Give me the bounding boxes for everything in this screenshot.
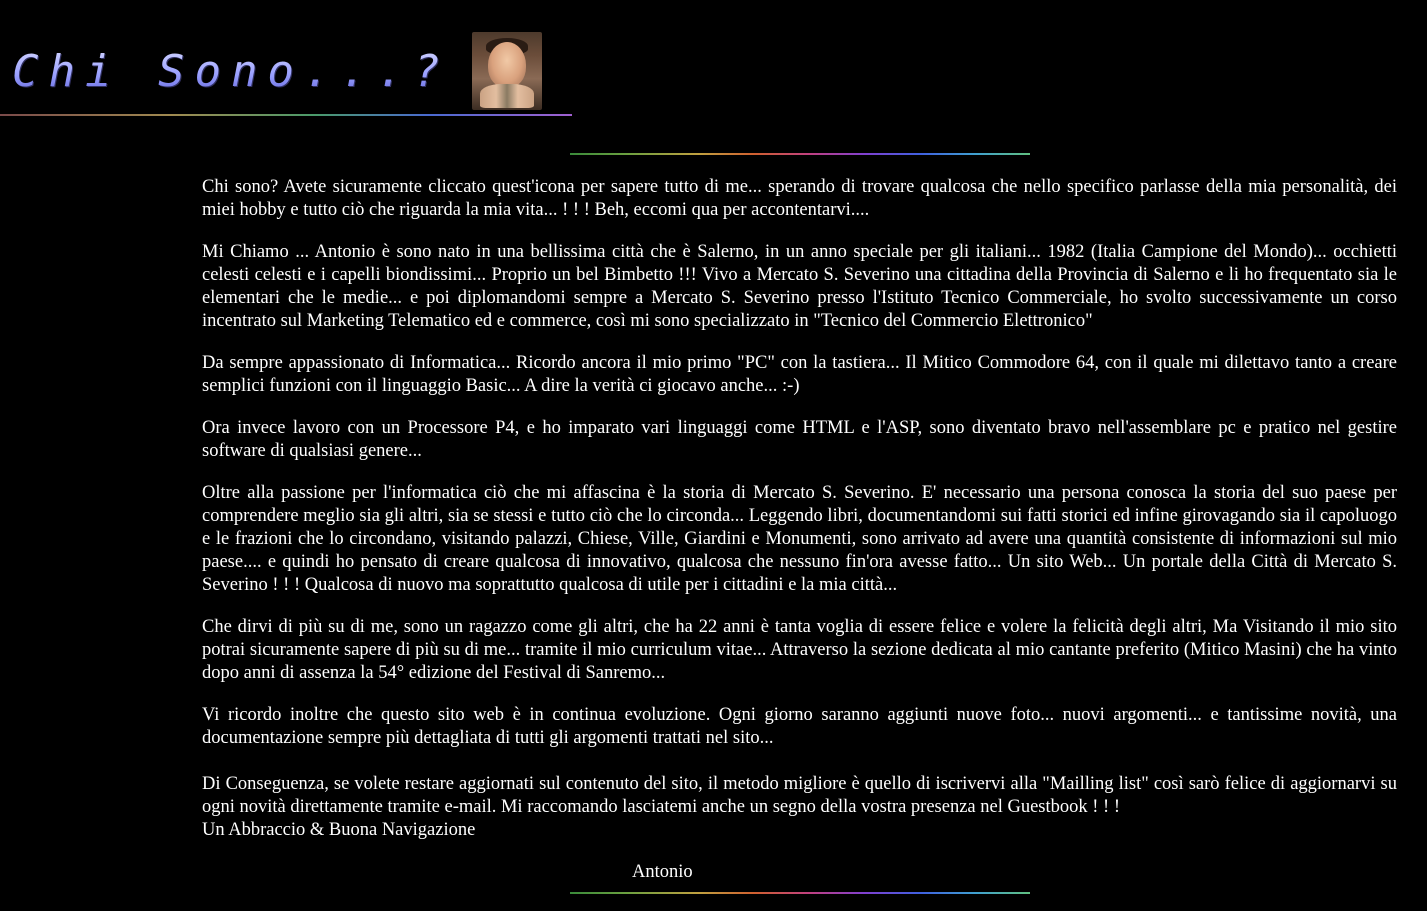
- avatar-hands: [480, 84, 534, 108]
- about-content: [202, 176, 1397, 903]
- paragraph-personal: Che dirvi di più su di me, sono un ragazzo come gli altri, che ha 22 anni è tanta voglia di essere felice e volere la felicità degli altri, Ma Visitando il mio sito potrai sicuramente sapere di più su di me... tramite il mio curriculum vitae... Attraverso la sezione dedicata al mio cantante preferito (Mitico Masini) che ha vinto dopo anni di assenza la 54° edizione del Festival di Sanremo...: [202, 617, 1397, 683]
- paragraph-current-skills: Ora invece lavoro con un Processore P4, e ho imparato vari linguaggi come HTML e l'ASP, sono diventato bravo nell'assemblare pc e pratico nel gestire software di qualsiasi genere...: [202, 418, 1397, 461]
- portrait-photo-icon: [472, 32, 542, 110]
- avatar-face: [488, 42, 526, 88]
- paragraph-local-history: Oltre alla passione per l'informatica ciò che mi affascina è la storia di Mercato S. Severino. E' necessario una persona conosca la storia del suo paese per comprendere meglio sia gli altri, sia se stessi e tutto ciò che lo circonda... Leggendo libri, documentandomi sui fatti storici ed infine girovagando sia il capoluogo e le frazioni che lo circondano, visitando palazzi, Chiese, Ville, Giardini e Monumenti, sono arrivato ad avere una quantità consistente di informazioni sul mio paese.... e quindi ho pensato di creare qualcosa di innovativo, qualcosa che nessuno fin'ora avesse fatto... Un sito Web... Un portale della Città di Mercato S. Severino ! ! ! Qualcosa di nuovo ma soprattutto qualcosa di utile per i cittadini e la mia città...: [202, 483, 1397, 595]
- bottom-rainbow-divider: [570, 892, 1030, 894]
- paragraph-biography: Mi Chiamo ... Antonio è sono nato in una bellissima città che è Salerno, in un anno speciale per gli italiani... 1982 (Italia Campione del Mondo)... occhietti celesti celesti e i capelli biondissimi... Proprio un bel Bimbetto !!! Vivo a Mercato S. Severino una cittadina della Provincia di Salerno e li ho frequentato sia le elementari che le medie... e poi diplomandomi sempre a Mercato S. Severino presso l'Istituto Tecnico Commerciale, ho svolto successivamente un corso incentrato sul Marketing Telematico ed e commerce, così mi sono specializzato in "Tecnico del Commercio Elettronico": [202, 242, 1397, 331]
- closing-line: Un Abbraccio & Buona Navigazione: [202, 820, 476, 840]
- page-title: Chi Sono...?: [12, 46, 450, 97]
- signature: Antonio: [632, 862, 693, 882]
- paragraph-site-evolution: Vi ricordo inoltre che questo sito web è in continua evoluzione. Ogni giorno saranno aggiunti nuove foto... nuovi argomenti... e tantissime novità, una documentazione sempre più dettagliata di tutti gli argomenti trattati nel sito...: [202, 705, 1397, 748]
- paragraph-computing-passion: Da sempre appassionato di Informatica... Ricordo ancora il mio primo "PC" con la tastiera... Il Mitico Commodore 64, con il quale mi dilettavo tanto a creare semplici funzioni con il linguaggio Basic... A dire la verità ci giocavo anche... :-): [202, 353, 1397, 396]
- paragraph-intro: Chi sono? Avete sicuramente cliccato quest'icona per sapere tutto di me... sperando di trovare qualcosa che nello specifico parlasse della mia personalità, dei miei hobby e tutto ciò che riguarda la mia vita... ! ! ! Beh, eccomi qua per accontentarvi....: [202, 177, 1397, 220]
- paragraph-mailing-list: Di Conseguenza, se volete restare aggiornati sul contenuto del sito, il metodo migliore è quello di iscrivervi alla "Mailling list" così sarò felice di aggiornarvi su ogni novità direttamente tramite e-mail. Mi raccomando lasciatemi anche un segno della vostra presenza nel Guestbook ! ! !: [202, 774, 1397, 817]
- page-header: [0, 30, 572, 118]
- header-divider: [0, 114, 572, 116]
- top-rainbow-divider: [570, 153, 1030, 155]
